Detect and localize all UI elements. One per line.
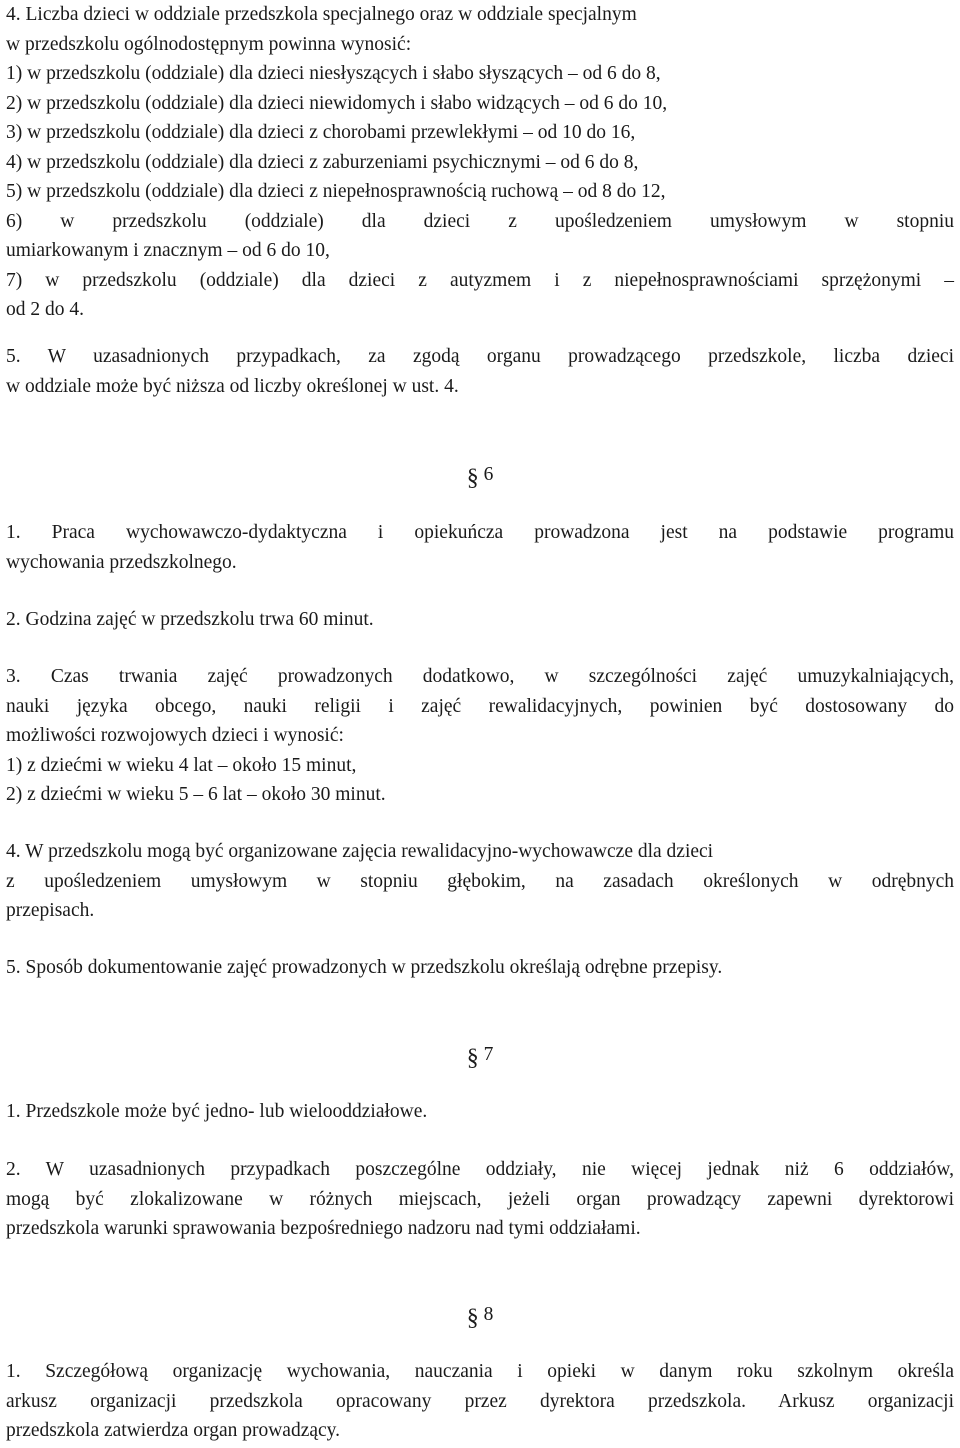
section-sign: §	[466, 1045, 479, 1071]
section-7-paragraph-1	[6, 1097, 954, 1127]
text-line: mogą być zlokalizowane w różnych miejscach, jeżeli organ prowadzący zapewni dyrektorowi	[6, 1188, 954, 1210]
list-item: 1) z dziećmi w wieku 4 lat – około 15 minut,	[6, 754, 357, 776]
text-line: 4. W przedszkolu mogą być organizowane zajęcia rewalidacyjno-wychowawcze dla dzieci	[6, 841, 714, 862]
section-heading-8	[0, 1300, 960, 1334]
text-line: przepisach.	[6, 900, 95, 921]
section-heading-7	[0, 1040, 960, 1074]
section-number: 6	[483, 464, 494, 485]
list-item-continuation: umiarkowanym i znacznym – od 6 do 10,	[6, 240, 330, 261]
section-sign: §	[466, 465, 479, 491]
section-6-paragraph-5	[6, 953, 954, 983]
section-8-paragraph-1	[6, 1357, 954, 1446]
text-line: 2. W uzasadnionych przypadkach poszczególne oddziały, nie więcej jednak niż 6 oddziałów,	[6, 1159, 954, 1180]
text-line: 5. Sposób dokumentowanie zajęć prowadzonych w przedszkolu określają odrębne przepisy.	[6, 957, 723, 978]
text-line: wychowania przedszkolnego.	[6, 551, 237, 573]
text-line: 1. Szczegółową organizację wychowania, nauczania i opieki w danym roku szkolnym określa	[6, 1361, 954, 1382]
text-line: arkusz organizacji przedszkola opracowany przez dyrektora przedszkola. Arkusz organizacji	[6, 1390, 954, 1412]
text-line: w przedszkolu ogólnodostępnym powinna wynosić:	[6, 33, 412, 55]
list-item: 5) w przedszkolu (oddziale) dla dzieci z niepełnosprawnością ruchową – od 8 do 12,	[6, 181, 666, 202]
paragraph-5	[6, 342, 954, 401]
section-6-paragraph-3	[6, 662, 954, 810]
section-6-paragraph-1	[6, 518, 954, 577]
section-heading-6	[0, 460, 960, 494]
section-6-paragraph-2	[6, 605, 954, 635]
list-item: 2) z dziećmi w wieku 5 – 6 lat – około 30 minut.	[6, 784, 386, 805]
list-item: 6) w przedszkolu (oddziale) dla dzieci z upośledzeniem umysłowym w stopniu	[6, 210, 954, 232]
paragraph-4-list	[6, 0, 954, 325]
text-line: przedszkola zatwierdza organ prowadzący.	[6, 1420, 341, 1441]
text-line: 4. Liczba dzieci w oddziale przedszkola specjalnego oraz w oddziale specjalnym	[6, 4, 637, 25]
text-line: przedszkola warunki sprawowania bezpośredniego nadzoru nad tymi oddziałami.	[6, 1218, 641, 1239]
section-7-paragraph-2	[6, 1155, 954, 1244]
section-number: 8	[483, 1304, 494, 1325]
section-6-paragraph-4	[6, 837, 954, 926]
text-line: nauki języka obcego, nauki religii i zajęć rewalidacyjnych, powinien być dostosowany do	[6, 695, 954, 717]
text-line: w oddziale może być niższa od liczby określonej w ust. 4.	[6, 375, 459, 397]
list-item: 1) w przedszkolu (oddziale) dla dzieci niesłyszących i słabo słyszących – od 6 do 8,	[6, 63, 661, 84]
text-line: 3. Czas trwania zajęć prowadzonych dodatkowo, w szczególności zajęć umuzykalniających,	[6, 666, 954, 687]
text-line: z upośledzeniem umysłowym w stopniu głębokim, na zasadach określonych w odrębnych	[6, 870, 954, 892]
list-item: 4) w przedszkolu (oddziale) dla dzieci z zaburzeniami psychicznymi – od 6 do 8,	[6, 151, 639, 173]
list-item-continuation: od 2 do 4.	[6, 299, 84, 320]
section-number: 7	[483, 1044, 494, 1065]
list-item: 2) w przedszkolu (oddziale) dla dzieci niewidomych i słabo widzących – od 6 do 10,	[6, 92, 668, 114]
section-sign: §	[466, 1305, 479, 1331]
list-item: 7) w przedszkolu (oddziale) dla dzieci z autyzmem i z niepełnosprawnościami sprzężonymi –	[6, 269, 954, 291]
text-line: 5. W uzasadnionych przypadkach, za zgodą organu prowadzącego przedszkole, liczba dzieci	[6, 346, 954, 367]
list-item: 3) w przedszkolu (oddziale) dla dzieci z chorobami przewlekłymi – od 10 do 16,	[6, 122, 636, 143]
text-line: 2. Godzina zajęć w przedszkolu trwa 60 minut.	[6, 609, 374, 630]
text-line: możliwości rozwojowych dzieci i wynosić:	[6, 725, 344, 746]
text-line: 1. Praca wychowawczo-dydaktyczna i opiekuńcza prowadzona jest na podstawie programu	[6, 522, 954, 543]
text-line: 1. Przedszkole może być jedno- lub wielooddziałowe.	[6, 1101, 428, 1122]
